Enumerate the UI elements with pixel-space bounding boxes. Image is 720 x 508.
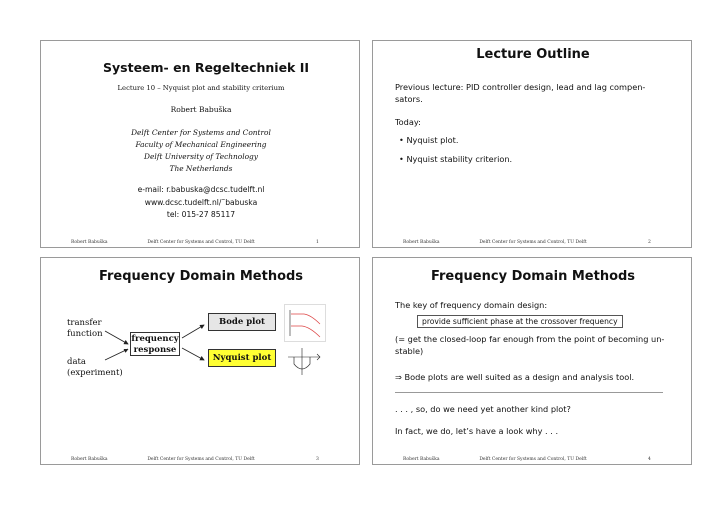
contact-phone: tel: 015-27 85117 bbox=[166, 210, 236, 219]
closed-loop-note bbox=[395, 333, 664, 357]
affiliation bbox=[41, 127, 361, 175]
bullet-text: Nyquist stability criterion. bbox=[406, 154, 513, 164]
affiliation-line: Delft University of Technology bbox=[144, 152, 258, 161]
note-line: stable) bbox=[395, 346, 424, 356]
footer-institution: Delft Center for Systems and Control, TU Delft bbox=[479, 457, 587, 462]
contact-email: e-mail: r.babuska@dcsc.tudelft.nl bbox=[137, 185, 265, 194]
bode-plot-thumbnail-icon bbox=[284, 304, 326, 342]
boxed-key-point: provide sufficient phase at the crossover frequency bbox=[417, 315, 623, 328]
fact-text: In fact, we do, let’s have a look why . . . bbox=[395, 426, 559, 436]
label-line: data bbox=[67, 357, 86, 367]
bode-plot-box: Bode plot bbox=[208, 313, 276, 331]
footer-page-number: 2 bbox=[648, 240, 651, 245]
frequency-response-box bbox=[130, 332, 180, 356]
slide-frequency-methods-diagram bbox=[40, 257, 360, 465]
author-name: Robert Babuška bbox=[170, 105, 232, 114]
arrow-freq-to-nyquist bbox=[182, 348, 204, 360]
slide-4-title: Frequency Domain Methods bbox=[430, 269, 636, 284]
nyquist-plot-thumbnail-icon bbox=[284, 347, 326, 377]
arrow-freq-to-bode bbox=[182, 325, 204, 338]
label-line: (experiment) bbox=[67, 368, 123, 378]
nyquist-plot-box: Nyquist plot bbox=[208, 349, 276, 367]
bullet-item: • Nyquist stability criterion. bbox=[399, 154, 513, 164]
affiliation-line: The Netherlands bbox=[169, 164, 233, 173]
footer-institution: Delft Center for Systems and Control, TU Delft bbox=[147, 240, 255, 245]
arrow-transfer-to-freq bbox=[105, 331, 128, 344]
footer-institution: Delft Center for Systems and Control, TU Delft bbox=[479, 240, 587, 245]
slide-frequency-methods-key bbox=[372, 257, 692, 465]
slide-title bbox=[40, 40, 360, 248]
bullet-item: • Nyquist plot. bbox=[399, 135, 459, 145]
label-line: function bbox=[67, 329, 103, 339]
affiliation-line: Faculty of Mechanical Engineering bbox=[135, 140, 267, 149]
footer-author: Robert Babuška bbox=[71, 240, 108, 245]
contact-info bbox=[41, 184, 361, 222]
footer-page-number: 4 bbox=[648, 457, 651, 462]
footer-institution: Delft Center for Systems and Control, TU Delft bbox=[147, 457, 255, 462]
note-line: (= get the closed-loop far enough from the point of becoming un- bbox=[395, 334, 665, 344]
slide-1-title: Systeem- en Regeltechniek II bbox=[103, 60, 310, 75]
slide-outline bbox=[372, 40, 692, 248]
footer-page-number: 3 bbox=[316, 457, 319, 462]
footer-page-number: 1 bbox=[316, 240, 319, 245]
question-text: . . . , so, do we need yet another kind plot? bbox=[395, 404, 571, 414]
arrow-data-to-freq bbox=[105, 349, 128, 360]
previous-lecture bbox=[395, 81, 645, 105]
affiliation-line: Delft Center for Systems and Control bbox=[131, 128, 271, 137]
previous-lecture-line: Previous lecture: PID controller design, lead and lag compen- bbox=[395, 82, 646, 92]
key-statement: The key of frequency domain design: bbox=[395, 300, 548, 310]
bullet-text: Nyquist plot. bbox=[406, 135, 459, 145]
footer-author: Robert Babuška bbox=[403, 457, 440, 462]
slide-2-title: Lecture Outline bbox=[476, 47, 590, 62]
box-line: frequency bbox=[131, 334, 179, 344]
footer-author: Robert Babuška bbox=[403, 240, 440, 245]
footer-author: Robert Babuška bbox=[71, 457, 108, 462]
slide-3-title: Frequency Domain Methods bbox=[98, 269, 304, 284]
today-label: Today: bbox=[395, 117, 421, 127]
bode-conclusion: ⇒ Bode plots are well suited as a design and analysis tool. bbox=[395, 372, 635, 382]
previous-lecture-line: sators. bbox=[395, 94, 423, 104]
lecture-subtitle: Lecture 10 – Nyquist plot and stability criterium bbox=[117, 84, 285, 92]
box-line: response bbox=[133, 345, 177, 355]
divider bbox=[395, 392, 663, 393]
contact-website: www.dcsc.tudelft.nl/˜babuska bbox=[144, 197, 258, 207]
label-line: transfer bbox=[67, 318, 102, 328]
